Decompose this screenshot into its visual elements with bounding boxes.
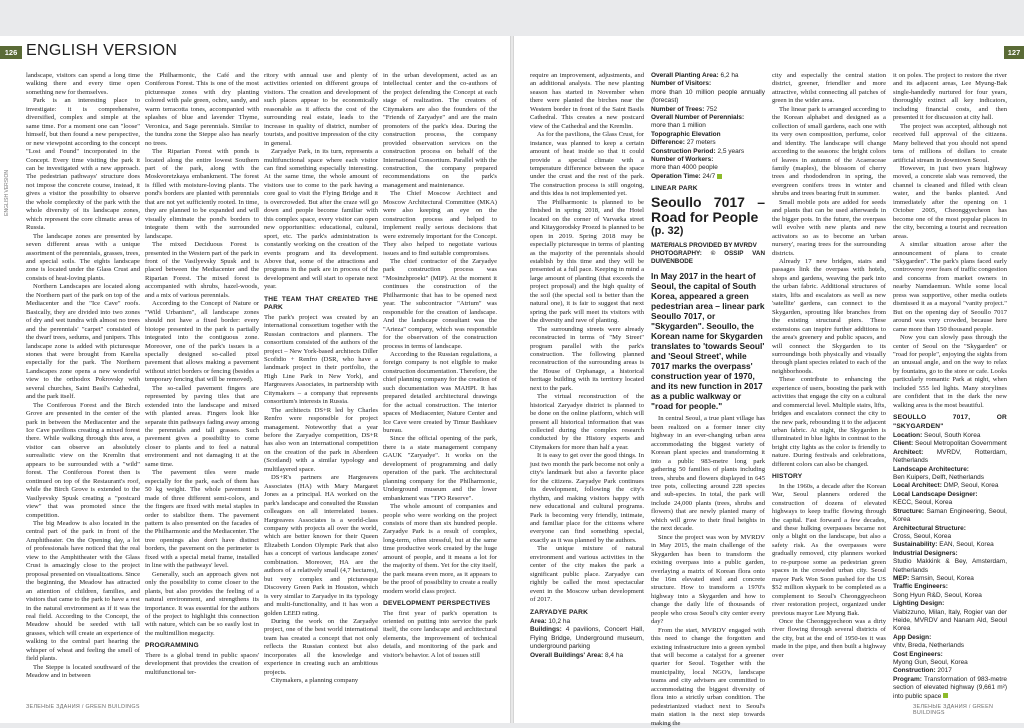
spec-label: Traffic Engineers: [893,583,948,591]
paragraph: Citymakers, a planning company [271,677,359,685]
spec-label: Local Landscape Designer: [893,490,978,498]
spec-label: Location: [893,432,923,440]
spec-item [651,72,765,80]
spec-value: Ben Kuipers, Delft, Netherlands [893,474,985,482]
text-column-8 [893,72,1007,700]
text-column-5 [530,72,644,700]
paragraph: According to the Concept of Nature or "Wild Urbanism", all landscape zones should not have a fixed border: every biotope presented in the park is partially integrated into the contiguous zone. Moreover, one of the park's issues is a specially designed so-called pixel pavement that allows making a pavement without strict borders or fencing (besides a temporary fencing that will be removed). [145,300,259,384]
article-lead: In May 2017 in the heart of Seoul, the capital of South Korea, appeared a green pedestrian area – linear park Seoullo 7017, or "Skygarden". Seoullo, the Korean name for Skygarden translates to 'towards Seoul' and 'Seoul Street', while 7017 marks the overpass' construction year of 1970, and its new function in 2017 as a public walkway or "road for people." [651,271,765,412]
paragraph: However, in just two years highway moved, a concrete slab was removed, the channel is cleaned and filled with clean water, and the banks planted. And immediately after the opening on 1 October 2005, Cheonggyecheon has become one of the most popular places in the city, becoming a tourist and recreation areas. [893,164,1007,240]
paragraph: landscape, visitors can spend a long time walking there and every time open something new for themselves. [26,72,140,96]
spec-item [893,482,1007,490]
paragraph: The Riparian Forest with ponds is located along the entire lowest Southern part of the park, along with the Moskvoretzkaya embankment. The forest is filled with moisture-loving plants. The pond's borders are planted with perennials that are not yet sufficiently rooted. In time, they are planned to be expanded and will visually eliminate the pond's borders to integrate them with the surrounded landscape. [145,148,259,240]
paragraph: Park is an interesting place to investigate: it is comprehensive, diversified, complex and simple at the same time. For a moment one can "loose" himself, but then found a new perspective, or new viewpoint according to the concept "Lost and Found" incorporated in the Concept. Every time visiting the park it can be investigated with a new approach. The pedestrian pathways' structure does not impose the concrete course, instead, it gives a visitor the possibility to observe the whole complexity of the park with the whole diversity of its landscape zones, which represent the core climatic areas of Russia. [26,97,140,232]
spec-item [893,474,1007,482]
spec-item [893,659,1007,667]
paragraph: in the urban development, acted as an intellectual center and the co-authors of the project defending the Concept at each stage of realization. The creators of Citymakers are also the founders of the "Friends of Zaryadye" and are the main promoters of the park's idea. During the construction process, the company provided observation services on the construction process on behalf of the International Consortium. Parallel with the construction, the company prepared recommendations on the park's management and maintenance. [383,72,497,189]
spec-item [893,525,1007,533]
spec-item [651,164,765,172]
spec-item [651,106,765,114]
left-page-number: 126 [0,46,22,59]
spec-item [651,173,765,181]
spec-value: more than 4000 people [651,164,718,172]
paragraph: The architects DS+R led by Charles Renfro were responsible for project management. Noteworthy that a year before the Zaryadye competition, DS+R has also won an international competition on the creation of the park in Aberdeen (Scotland) with a similar typology and multilayered space. [264,406,378,473]
spec-item [893,449,1007,466]
spec-item [651,131,765,139]
spec-label: App Design: [893,633,932,641]
paragraph: The surrounding streets were already reconstructed in terms of "My Street" program parallel with the park's construction. The following planned reconstruction of the surrounding areas is the House of Orphanage, a historical heritage building with its territory located next to the park. [530,325,644,392]
paragraph: Generally, such an approach gives not only the possibility to come closer to the plants, but also provides the feeling of a natural environment, and strengthens its importance. It was essential for the authors of the project to highlight this connection with nature, which can be so easily lost in the multimillion megacity. [145,570,259,637]
paragraph: The Philharmonic is planned to be finished in spring 2018, and the Hotel located on the corner of Varvarka street and Kitaygorodsky Proezd is planned to be open in 2019. Spring 2018 may be especially picturesque in terms of planting as the majority of the perennials should establish by this time and they will be presented at a full pace. Keeping in mind a large amount of planting (that exceeds the project proposal) and the high quality of the soil (the special soil is better than the natural one), it is fair to suggest that next spring the park will meet its visitors with the diversity and rave of planting. [530,198,644,325]
paragraph: As for the pavilions, the Glass Crust, for instance, was planned to keep a certain amount of heat inside so that it could provide a special climate with a temperature difference between the space under the crust and the rest of the park. The construction process is still ongoing, and this idea is not implemented yet. [530,131,644,198]
spec-label: Architect: [893,448,924,456]
text-column-4 [383,72,497,700]
spec-value: DMP, Seoul, Korea [941,482,999,490]
article-title-text: Seoullo 7017 – Road for People [651,193,765,225]
paragraph: The mixed Deciduous Forest is presented in the Western part of the park in front of the Vasilyevsky Spusk and is placed between the Mediacenter and the Riparian Forest. The mixed forest is accompanied with shrubs, hazel-woods, and a mix of various perennials. [145,241,259,299]
spec-value: Studio Makkink & Bey, Amsterdam, Netherlands [893,558,1007,574]
spec-label: Construction Period: [651,147,716,155]
spec-value: 4 pavilions, Concert Hall, Flying Bridge, Underground museum, underground parking [530,626,644,651]
spec-label: Lighting Design: [893,600,945,608]
paragraph: The first year of park's operation is oriented on putting into service the park itself, the core landscape and architectural elements, the improvement of technical details, and monitoring of the park and visitor's behavior. A lot of issues still [383,609,497,659]
paragraph: From the start, MVRDV engaged with this need to change the forgotten and existing infrastructure into a green symbol that will become a catalyst for a greener quarter for Seoul. Together with the municipality, local NGO's, landscape teams and city advisers are committed to accommodating the biggest diversity of flora into a strictly urban condition. The pedestrianized viaduct next to Seoul's main station is the next step towards making the [651,626,765,727]
spec-label: Cost Engineers: [893,650,943,658]
section-heading: ZARYADYE PARK [530,608,589,616]
text-column-7 [772,72,886,700]
article-page-ref: (p. 32) [651,224,684,237]
spec-value: 24/7 [700,172,716,180]
spec-value: Viabizzuno, Milan, Italy, Rogier van der Heide, MVRDV and Nanam Ald, Seoul Korea [893,608,1007,633]
text-column-3 [264,72,378,700]
spec-value: Seoul Metropolitan Government [913,440,1007,448]
left-footer: ЗЕЛЕНЫЕ ЗДАНИЯ / GREEN BUILDINGS [26,704,140,710]
paragraph: The unique mixture of natural environment and various activities in the center of the city makes the park a significant public place. Zaryadye can rightly be called the most spectacular event in the Moscow urban development of 2017. [530,545,644,604]
paragraph: The whole amount of companies and people who were working on the project consists of more than six hundred people. Zaryadye Park is a result of complex, long-term, often stressful, but at the same time productive work created by the huge amount of people, and it means a lot for the majority of them. Yet for the city itself, the park means even more, as it appears to be the proof of possibility to create a really modern world class project. [383,503,497,595]
paragraph: Once the Cheonggyecheon was a dirty river flowing through several districts of the city, but at the end of 1950-ies it was made in the pipe, and then built a highway over [772,618,886,659]
paragraph: The pavement tiles were made especially for the park, each of them has 50 kg weight. The whole pavement is made of three different semi-colors, and the fingers are fixed with metal staples in order to stabilize them. The pavement pattern is also presented on the facades of the Philharmonic and the Mediacenter. The tree openings also don't have distinct borders, the pavement on the perimeter is fixed with a special metal frame, installed in line with the pathways' level. [145,469,259,570]
spec-label: Number of Visitors: [651,80,712,88]
spec-item [893,541,1007,549]
spec-item [893,440,1007,448]
spec-item [530,618,644,626]
spec-label: Local Architect: [893,482,942,490]
spec-label: Landscape Architecture: [893,465,969,473]
paragraph: Now you can slowly pass through the center of Seoul on the "Skygarden" or "road for people", enjoying the sights from an unusual angle, and on the way to relax by fountains, go to the store or cafe. Looks particularly romantic Park at night, when included 555 led lights. Many storylines are confident that in the dark the new walking area is the most beautiful. [893,334,1007,409]
article-credit: MATERIALS PROVIDED BY MVRDV [651,241,757,249]
spec-item [530,626,644,651]
paragraph: The park's project was created by an international consortium together with the Russian contractors and planners. The consortium consisted of the authors of the project – New York-based architects Diller Scofidio + Renfro (DSR, who have a landmark project in their portfolio, the High Line Park in New York), and Hargreaves Associates, in partnership with Citymakers – a company that represents consortium's interests in Russia. [264,313,378,406]
spec-value: Seoul, South Korea [922,432,981,440]
spec-label: Difference: [651,139,685,147]
spec-label: Architectural Structure: [893,524,966,532]
article-title [651,195,765,238]
spec-value: more than 10 million people annually (forecast) [651,88,765,105]
spec-label: Number of Trees: [651,105,705,113]
end-mark-icon [943,693,948,698]
paragraph: DS+R's partners are Hargreaves Associates (HA) with Mary Margaret Jones as a principal. HA worked on the park's landscape and consulted the Russian colleagues on all interrelated issues. Hargreaves Associates is a world-class company with projects all over the world, which are better known for their Queen Elizabeth London Olympic Park that also has a concept of various landscape zones' combination. Moreover, HA are the authors of a relatively small (4,7 hectares), but very complex and picturesque Discovery Green Park in Houston, which is very similar to Zaryadye in its typology and multi-functionality, and it has won a golden LEED rating. [264,474,378,617]
spec-item [893,550,1007,558]
spec-item [893,667,1007,675]
spec-item [651,148,765,156]
spec-item [893,592,1007,600]
spec-list [893,432,1007,701]
paragraph: It is easy to get over the good things. In just two month the park become not only a city's landmark but also a favorite place for the citizens. Zaryadye Park continues its development, following the city's rhythm, and making visitors happy with new educational and cultural programs. Park is becoming very friendly, intimate, and familiar place for the citizens where everyone can find something special, exactly as it was planned by the authors. [530,452,644,544]
end-mark-icon [717,174,722,179]
spec-item [893,533,1007,541]
right-page-number: 127 [1004,46,1024,59]
paragraph: The Coniferous Forest and the Birch Grove are presented in the center of the park in between the Mediacenter and the Ice Cave pavilions creating a mixed forest there. While walking through this area, a visitor can observe an absolutely surrealistic view on the Kremlin that appears to be surrounded with a "wild" forest. The Coniferous Forest then is continued on top of the Restaurant's roof, while the Birch Grove is extended to the Vasilyevsky Spusk creating a "postcard view" that was promoted since the competition. [26,401,140,519]
spec-item [893,642,1007,650]
spec-label: Construction: [893,667,936,675]
paragraph: The project was accepted, although not received full approval of the citizens. Many believed that you should not spend tens of millions of dollars to create artificial stream in downtown Seoul. [893,122,1007,164]
spec-item [651,139,765,147]
spec-label: Overall Buildings' Area: [530,651,604,659]
paragraph: A similar situation arose after the announcement of plans to create "Skygarden". The park's plans faced early controversy over fears of traffic congestion and concerns from market owners in nearby Namdaemun. While some local press was supportive, other media outlets dismissed it as a mayoral "vanity project." But on the opening day of Seoullo 7017 around was very crowded, because here came more than 150 thousand people. [893,241,1007,333]
spec-item [651,89,765,106]
paragraph: The big Meadow is also located in the central part of the park in front of the Amphitheater. On the Opening day, a lot of professionals have noticed that the real view to the Amphitheater with the Glass Crust is amazingly close to the project proposal presented on visualizations. Since the beginning, the Meadow has attracted an attention of children, families, and visitors that came to the park to have a rest in the natural environment as if it was the real field. According to the Concept, the Meadow should be seeded with tall grasses, which will create an experience of walking to the central part hearing the whisper of wheat and feeling the smell of field plants. [26,520,140,663]
section-heading: PROGRAMMING [145,642,199,650]
spec-value: 2017 [935,667,952,675]
spec-list [530,618,644,660]
paragraph: Since the project was won by MVRDV in May 2015, the main challenge of the Skygarden has been to transform the existing overpass into a public garden, overlaying a matrix of Korean flora onto the 16m elevated steel and concrete structure. How to transform a 1970's highway into a Skygarden and how to change the daily life of thousands of people who cross Seoul's city center every day? [651,533,765,626]
spec-item [893,676,1007,701]
spec-value: Samsin, Seoul, Korea [909,574,974,582]
spec-value: 8,4 ha [603,651,624,659]
vertical-sidebar-label: ENGLISH VERSION [4,170,10,216]
section-title: ENGLISH VERSION [26,42,178,59]
page-spine [510,36,514,723]
spec-item [651,156,765,164]
spec-value: Saman Engineering, Seoul, Korea [893,507,1007,524]
paragraph: In the 1960s, a decade after the Korean War, Seoul planners ordered the construction of dozens of elevated highways to keep traffic flowing through the capital. Fast forward a few decades, and these hulking overpasses became not only a blight on the landscape, but also a safety risk. As the overpasses were gradually removed, city planners worked to re-purpose some as pedestrian green spaces in the crowded urban city. Seoul mayor Park Won Soon pushed for the US $52 million skypark to be completed as a complement to Seoul's Cheonggyecheon river restoration project, organized under previous mayor Lee Myung Bak. [772,482,886,617]
paragraph: The landscape zones are presented by seven different areas with a unique assortment of the perennials, grasses, trees, and special soils. The eights landscape zone is located under the Glass Crust and consists of heat-loving plants. [26,232,140,282]
spec-label: Topographic Elevation [651,130,721,138]
spec-value: KECC, Seoul, Korea [893,499,953,507]
spec-label: Industrial Designers: [893,549,958,557]
section-heading: SEOULLO 7017, OR "SKYGARDEN" [893,414,1007,430]
section-heading: HISTORY [772,473,803,481]
paragraph: it on poles. The project to restore the river and its adjacent areas, Lee Myung-Bak single-handedly nurtured for four years, thoroughly extinct all key indicators, including financial costs, and then presented it for discussion at city hall. [893,72,1007,122]
paragraph: Since the official opening of the park, there is a state management company GAUK "Zaryadye". It works on the development of programming and daily operation of the park. The architectural planning company for the Philharmonic, Underground museum and the lower embankment was "TPO Reserve". [383,435,497,502]
spec-value: 6,2 ha [718,72,739,79]
spec-item [893,575,1007,583]
spec-item [893,558,1007,575]
paragraph: There is a global trend in public spaces' development that provides the creation of multifunctional ter- [145,651,259,676]
spec-item [893,432,1007,440]
spec-label: Structure: [893,507,925,515]
spec-value: 27 meters [684,139,716,147]
spec-value: 10,2 ha [546,618,571,625]
spec-item [530,652,644,660]
text-column-2 [145,72,259,700]
spec-label: Operation Time: [651,172,701,180]
paragraph: According to the Russian regulations, a foreign company is not eligible to make construction documentation. Therefore, the chief planning company for the creation of such documentation was MAHPI. It has prepared detailed architectural drawings for the actual construction. The interior spaces of Mediacenter, Nature Center and Ice Cave were created by Timur Bashkaev bureau. [383,350,497,435]
paragraph: ritory with annual use and plenty of activities oriented on different groups of visitors. The creation and development of such places appear to be economically reasonable as it affects the cost of the surrounding real estate, leads to the increase in quality of district, number of tourists, and positive impression of the city in general. [264,72,378,147]
spec-item [651,114,765,122]
paragraph: Already 17 new bridges, stairs and passages link the overpass with hotels, shops and gardens, weaving the park into the urban fabric. Additional structures of stairs, lifts and escalators as well as new 'satellite' gardens, can connect to the Skygarden, sprouting like branches from the existing structural piers. These extensions can inspire further additions to the area's greenery and public spaces, and will connect the Skygarden to its surroundings both physically and visually through plant species related to each of the neighborhoods. [772,257,886,375]
spec-value: 2,5 years [715,147,745,155]
spec-item [651,80,765,88]
paragraph: require an improvement, adjustments, and an additional analysis. The new planting season has started in November when there were planted the birches near the Western border in front of the Saint Basils Cathedral. This creates a new postcard view of the Cathedral and the Kremlin. [530,72,644,130]
spec-value: 752 [704,105,718,113]
spec-item [893,508,1007,525]
paragraph: Northern Landscapes are located along the Northern part of the park on top of the Mediacenter and the "Ice Cave" roofs. Basically, they are divided into two zones of dry and wet tundra with almost no trees and the perennials' "carpet" consisted of the dwarf trees, sedums, and junipers. This landscape zone is added with picturesque stones that were brought from Karelia especially for the park. The Northern Landscapes zone opens a new wonderful view to the orthodox Pokrovsky with several churches, Saint Basil's Cathedral, and the park itself. [26,283,140,401]
spec-item [893,609,1007,634]
paragraph: city and especially the central station district, greener, friendlier and more attractive, whilst connecting all patches of green in the wider area. [772,72,886,105]
paragraph: In central Seoul, a true plant village has been realized on a former inner city highway in an ever-changing urban area accommodating the biggest variety of Korean plant species and transforming it into a public 983-metre long park gathering 50 families of plants including trees, shrubs and flowers displayed in 645 tree pots, collecting around 228 species and sub-species. In total, the park will include 24,000 plants (trees, shrubs and flowers) that are newly planted many of which will grow to their final heights in the next decade. [651,415,765,533]
spec-item [893,634,1007,642]
spec-value: more than 1 million [651,122,706,130]
spec-item [893,600,1007,608]
spec-value: EAN, Seoul, Korea [937,541,994,549]
spec-label: Area: [530,618,547,625]
paragraph: During the work on the Zaryadye project, one of the best world international team has created a concept that not only reflects the Russian context but also incorporates all the knowledge and experience in creating such an ambitious projects. [264,618,378,676]
text-column-6 [651,72,765,727]
paragraph: The linear park is arranged according to the Korean alphabet and designed as a collection of small gardens, each one with its very own composition, perfume, color and identity. The landscape will change according to the seasons: the bright colors of leaves in autumn of the Acaeraceae family (maples), the blossom of cherry trees and rhododendron in spring, the evergreen conifers trees in winter and shrubs and trees bearing fruit in summer. [772,105,886,198]
spec-value: vhtv, Breda, Netherlands [893,642,965,650]
spec-item [893,466,1007,474]
spec-value: Song Hyun R&D, Seoul, Korea [893,591,982,599]
spec-value: Cross, Seoul, Korea [893,532,952,540]
paragraph: The Chief Moscow Architect and Moscow Architectural Committee (MKA) were also keeping an eye on the construction process and helped to implement really serious decisions that were extremely important for the Concept. They also helped to negotiate various issues and to find suitable compromises. [383,190,497,257]
section-heading: DEVELOPMENT PERSPECTIVES [383,600,491,608]
section-heading: LINEAR PARK [651,185,698,193]
spec-label: Program: [893,675,922,683]
section-heading: THE TEAM THAT CREATED THE PARK [264,295,378,312]
right-footer: ЗЕЛЕНЫЕ ЗДАНИЯ / GREEN BUILDINGS [913,704,994,716]
spec-label: Overall Number of Perennials: [651,114,745,122]
paragraph: Small mobile pots are added for seeds and plants that can be used afterwards in the bigger pots. In the future, the overpass will evolve with new plants and new activators so as to become an 'urban nursery', rearing trees for the surrounding districts. [772,198,886,257]
spec-label: MEP: [893,574,910,582]
paragraph: The chief contractor of the Zaryadye park construction process was "Mosinzhproekt" (MIP). At the moment it continues the construction of the Philharmonic that has to be opened next year. The subcontractor "Atrium" was responsible for the creation of landscape. And the landscape consultant was the "Arteza" company, which was responsible for the observation of the construction process in terms of landscape. [383,257,497,350]
spec-item [651,122,765,130]
paragraph: The Steppe is located southward of the Meadow and in between [26,663,140,680]
spec-value: Transformation of 983-metre section of elevated highway (9,661 m²) into public space [893,675,1007,700]
spec-label: Number of Workers: [651,156,714,164]
spec-label: Sustainability: [893,541,938,549]
spec-item [893,499,1007,507]
paragraph: These contribute to enhancing the experience of users, boosting the park with activities that engage the city on a cultural and commercial level. Multiple stairs, lifts, bridges and escalators connect the city to the new park, rebounding it to the adjacent urban fabric. At night, the Skygarden is illuminated in blue lights in contrast to the bright city lights as the color is friendly to nature. During festivals and celebrations, different colors can also be changed. [772,376,886,468]
spec-item [893,583,1007,591]
spec-label: Buildings: [530,626,562,634]
spec-value: Myong Gun, Seoul, Korea [893,659,968,666]
paragraph: the Philharmonic, the Café and the Coniferous Forest. This is one of the most picturesque zones with dry planting colored with pale green, ochre, sandy, and warm terracotta tones, accompanied with splashes of blue and lavender Thyme, Veronica, and Sage perennials. Similar to the tundra zone the Steppe also has nearly no trees. [145,72,259,147]
spec-label: Overall Planting Area: [651,72,719,79]
spec-label: Client: [893,440,914,448]
text-column-1 [26,72,140,700]
spec-item [893,651,1007,659]
spec-list [651,72,765,181]
paragraph: Zaryadye Park, in its turn, represents a multifunctional space where each visitor can find something especially interesting. At the same time, the whole amount of visitors use to come to the park having a core goal to visit the Flying Bridge and it is overcrowded. But after the craze will go down and people become familiar with this complex space, every visitor can open new opportunities: educational, cultural, sport, etc. The park's administration is constantly working on the creation of the events program and its development. Above that, some of the attractions and programs in the park are in process of the development and will start to operate next year. [264,148,378,291]
spec-value: MVRDV, Rotterdam, Netherlands [893,448,1007,465]
article-credit: PHOTOGRAPHY: © OSSIP VAN DUIVENBODE [651,249,765,266]
paragraph: The so-called pavement fingers are represented by paving tiles that are extended into the landscape and mixed with planted areas. Fingers look like separate thin pathways fading away among the perennials and tall grasses. Such pavement gives a possibility to come closer to plants and to feel a natural environment and not damaging it at the same time. [145,384,259,468]
paragraph: The virtual reconstruction of the historical Zaryadye district is planned to be done on the online platform, which will present all historical information that was collected during the complex research conducted by the History experts and Citymakers for more than half a year. [530,393,644,451]
spec-item [893,491,1007,499]
